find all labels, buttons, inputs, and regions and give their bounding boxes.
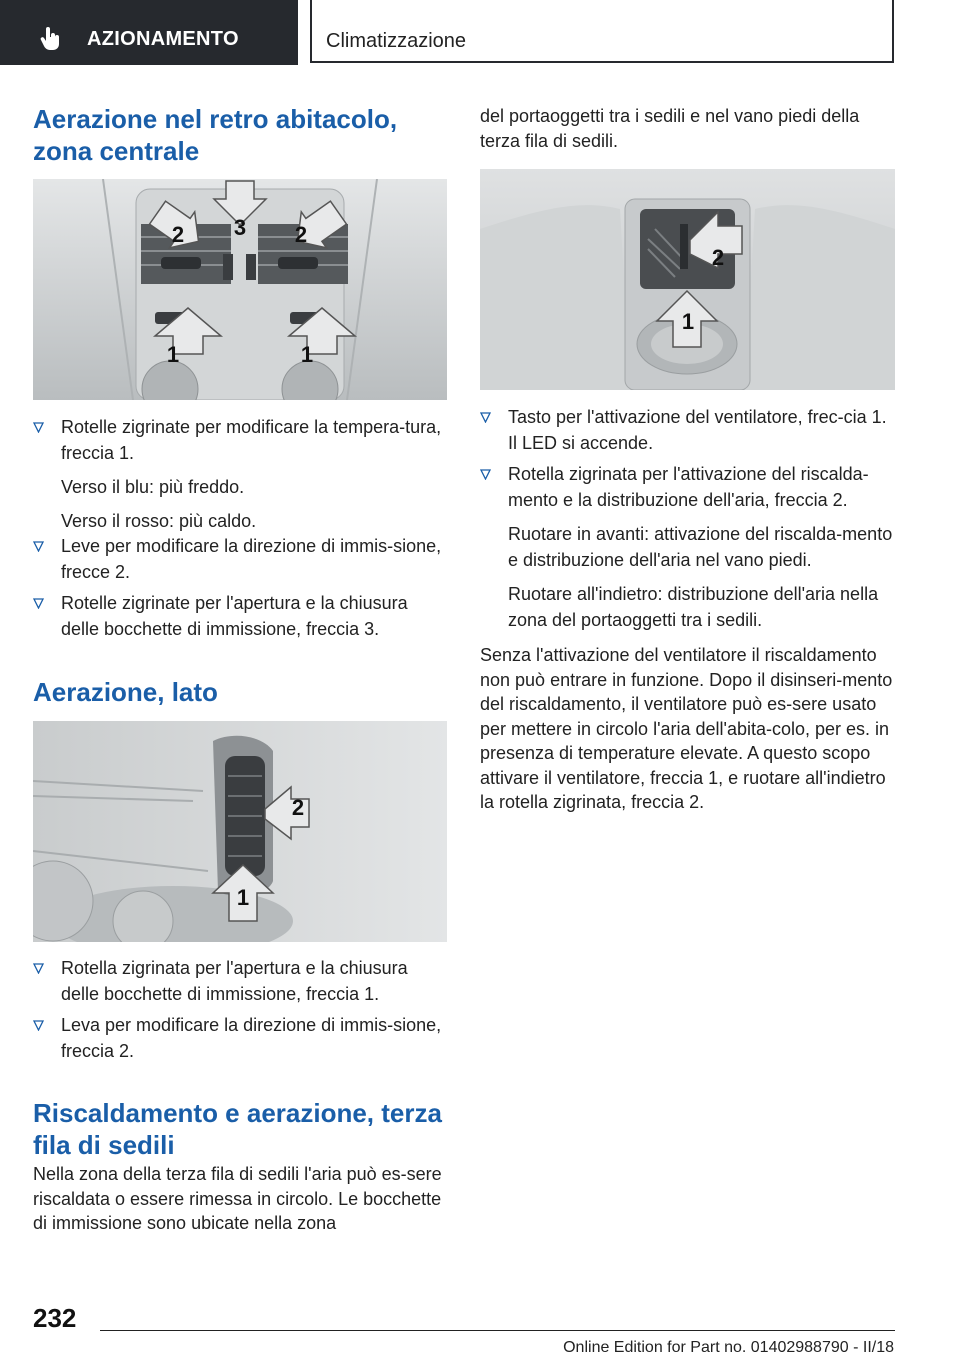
triangle-bullet-icon (33, 1020, 44, 1031)
triangle-bullet-icon (33, 963, 44, 974)
footer-divider (100, 1330, 895, 1331)
fig3-label: 1 (681, 309, 695, 334)
triangle-bullet-icon (33, 598, 44, 609)
figure-third-row-vent (480, 169, 895, 390)
list-item: Tasto per l'attivazione del ventilatore, frec-cia 1. Il LED si accende. (480, 404, 895, 456)
fig3-label: 2 (711, 245, 725, 270)
figure-rear-center-vents (33, 179, 447, 400)
fig1-label: 1 (166, 342, 180, 367)
chapter-title: Climatizzazione (326, 30, 467, 52)
fig1-label: 2 (171, 222, 185, 247)
paragraph: Senza l'attivazione del ventilatore il riscaldamento non può entrare in funzione. Dopo il disinseri-mento del riscaldamento, il ventilatore può es-sere usato per mettere in circolo l'aria dell'abita-colo, per es. in presenza di temperature elevate. A questo scopo attivare il ventilatore, freccia 1, e ruotare all'indietro la rotella zigrinata, freccia 2. (480, 645, 893, 812)
footer-edition: Online Edition for Part no. 01402988790 - II/18 (563, 1339, 894, 1356)
page-number: 232 (33, 1303, 77, 1333)
list-item: Leva per modificare la direzione di immis-sione, freccia 2. (33, 1012, 447, 1064)
triangle-bullet-icon (480, 469, 491, 480)
list-item: Rotella zigrinata per l'apertura e la chiusura delle bocchette di immissione, freccia 1. (33, 955, 447, 1007)
fig1-label: 3 (233, 215, 247, 240)
triangle-bullet-icon (33, 541, 44, 552)
triangle-bullet-icon (33, 422, 44, 433)
heading-third-row-heating: Riscaldamento e aerazione, terza fila di sedili (33, 1098, 442, 1160)
section-title: AZIONAMENTO (87, 28, 239, 50)
list-item: Leve per modificare la direzione di immis-sione, frecce 2. (33, 533, 447, 585)
list-item: Rotella zigrinata per l'attivazione del riscalda-mento e la distribuzione dell'aria, freccia 2. Ruotare in avanti: attivazione del riscalda-mento e distribuzione dell'aria nel vano piedi. Ruotare all'indietro: distribuzione dell'aria nella zona del portaoggetti tra i sedili. (480, 461, 895, 633)
heading-side-ventilation: Aerazione, lato (33, 677, 218, 707)
fig2-label: 2 (291, 795, 305, 820)
fig2-label: 1 (236, 885, 250, 910)
triangle-bullet-icon (480, 412, 491, 423)
chapter-tab (310, 0, 894, 63)
paragraph: Nella zona della terza fila di sedili l'aria può es-sere riscaldata o essere rimessa in circolo. Le bocchette di immissione sono ubicate nella zona (33, 1164, 442, 1233)
paragraph: del portaoggetti tra i sedili e nel vano piedi della terza fila di sedili. (480, 106, 860, 151)
figure-side-vent (33, 721, 447, 942)
list-item: Rotelle zigrinate per l'apertura e la chiusura delle bocchette di immissione, freccia 3. (33, 590, 447, 642)
fig1-label: 1 (300, 342, 314, 367)
list-item: Rotelle zigrinate per modificare la tempera-tura, freccia 1. Verso il blu: più freddo. Verso il rosso: più caldo. (33, 414, 447, 534)
hand-pointer-icon (40, 27, 62, 51)
section-tab (0, 0, 298, 65)
fig1-label: 2 (294, 222, 308, 247)
heading-rear-center-ventilation: Aerazione nel retro abitacolo, zona centrale (33, 104, 398, 166)
